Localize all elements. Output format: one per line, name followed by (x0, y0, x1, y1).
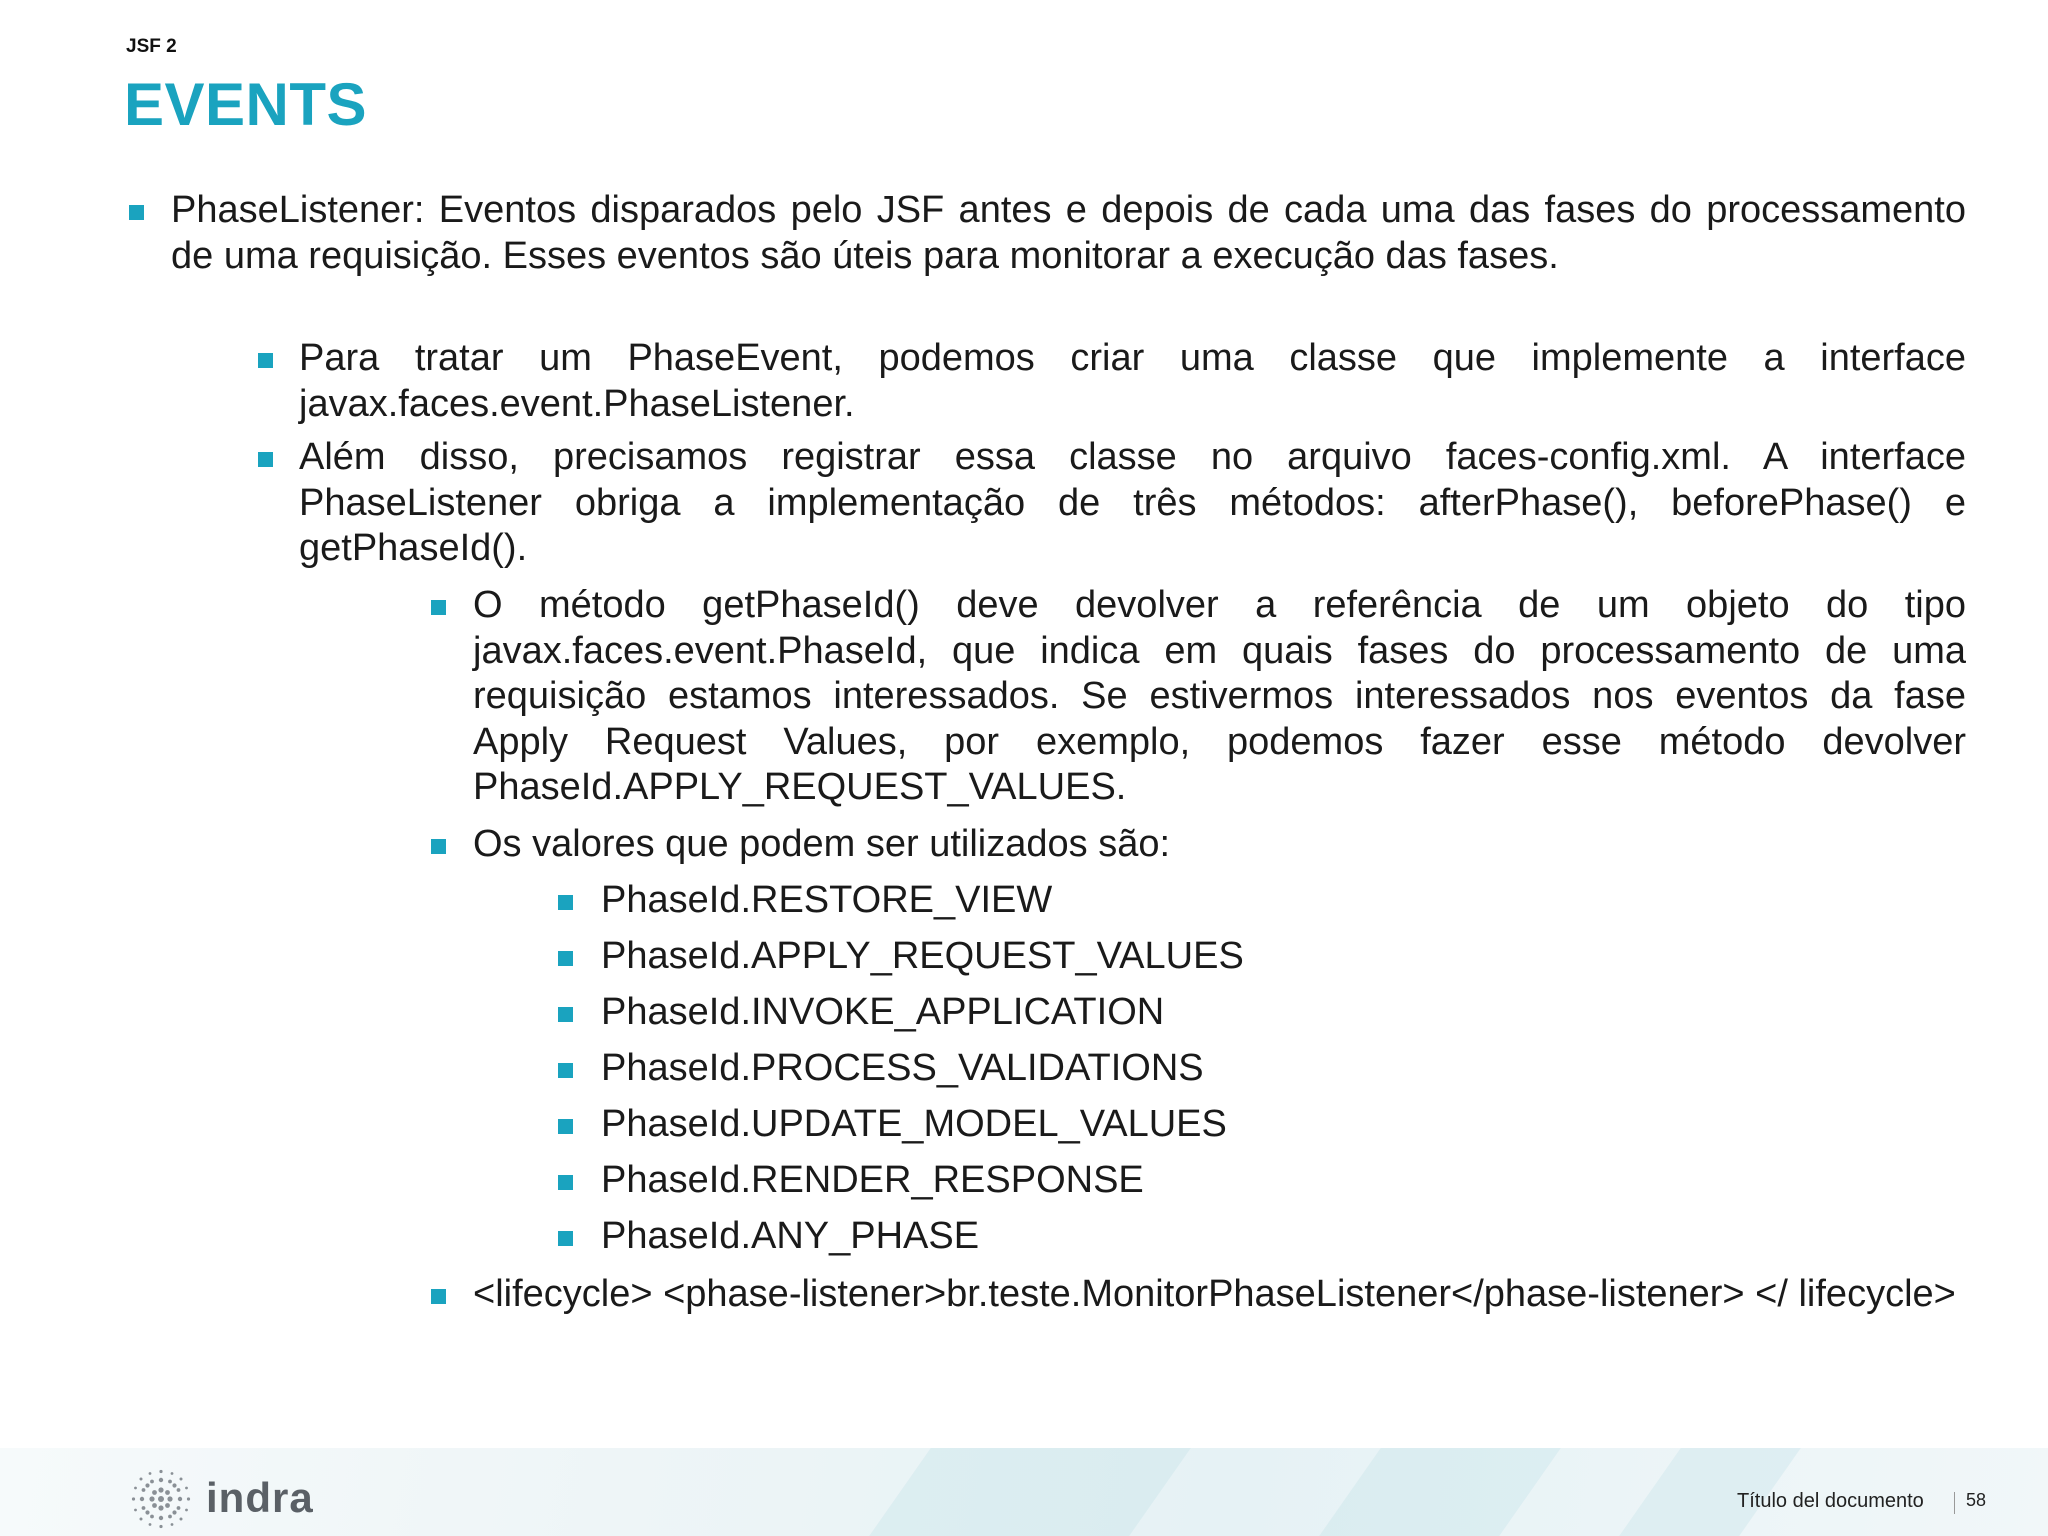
list-item-text: Além disso, precisamos registrar essa classe no arquivo faces-config.xml. A interface PhaseListener obriga a implementação de três métodos: afterPhase(), beforePhase() e getPhaseId(). (299, 436, 1966, 569)
list-item (601, 934, 1966, 980)
square-bullet-icon (558, 1063, 573, 1078)
list-item (601, 1158, 1966, 1204)
list-item-text: PhaseId.APPLY_REQUEST_VALUES (601, 935, 1244, 977)
square-bullet-icon (558, 951, 573, 966)
square-bullet-icon (258, 452, 273, 467)
list-item-text: PhaseId.RESTORE_VIEW (601, 879, 1053, 921)
list-item (299, 435, 1966, 572)
list-item-text: O método getPhaseId() deve devolver a referência de um objeto do tipo javax.faces.event.PhaseId, que indica em quais fases do processamento de uma requisição estamos interessados. Se estivermos interessados nos eventos da fase Apply Request Values, por exemplo, podemos fazer esse método devolver PhaseId.APPLY_REQUEST_VALUES. (473, 584, 1966, 808)
list-item-text: <lifecycle> <phase-listener>br.teste.MonitorPhaseListener</phase-listener> </ lifecycle> (473, 1273, 1956, 1315)
list-item (601, 990, 1966, 1036)
square-bullet-icon (558, 1119, 573, 1134)
list-item-text: PhaseId.PROCESS_VALIDATIONS (601, 1047, 1204, 1089)
footer-divider (1954, 1492, 1955, 1514)
square-bullet-icon (558, 895, 573, 910)
list-item (473, 583, 1966, 811)
list-item-text: PhaseId.ANY_PHASE (601, 1215, 980, 1257)
square-bullet-icon (558, 1175, 573, 1190)
page-number: 58 (1966, 1490, 1987, 1510)
list-item (473, 1272, 1966, 1318)
list-item (601, 1046, 1966, 1092)
list-item (299, 336, 1966, 427)
footer-decoration (1319, 1448, 1561, 1536)
square-bullet-icon (129, 205, 144, 220)
square-bullet-icon (431, 1289, 446, 1304)
list-item (601, 1214, 1966, 1260)
list-item-text: PhaseId.INVOKE_APPLICATION (601, 991, 1165, 1033)
list-item-text: PhaseListener: Eventos disparados pelo JSF antes e depois de cada uma das fases do processamento de uma requisição. Esses eventos são úteis para monitorar a execução das fases. (171, 189, 1966, 277)
square-bullet-icon (558, 1231, 573, 1246)
square-bullet-icon (431, 839, 446, 854)
list-item (171, 188, 1966, 279)
document-title: Título del documento (1737, 1490, 1924, 1512)
footer-decoration (869, 1448, 1191, 1536)
list-item-text: Os valores que podem ser utilizados são: (473, 823, 1171, 865)
list-item (473, 822, 1966, 868)
logo-text: indra (206, 1474, 314, 1521)
indra-logo-icon (130, 1468, 192, 1530)
square-bullet-icon (258, 353, 273, 368)
list-item-text: PhaseId.UPDATE_MODEL_VALUES (601, 1103, 1227, 1145)
square-bullet-icon (558, 1007, 573, 1022)
slide-title: EVENTS (124, 71, 368, 138)
list-item (601, 878, 1966, 924)
list-item-text: PhaseId.RENDER_RESPONSE (601, 1159, 1144, 1201)
section-label: JSF 2 (126, 36, 177, 57)
square-bullet-icon (431, 600, 446, 615)
list-item-text: Para tratar um PhaseEvent, podemos criar uma classe que implemente a interface javax.faces.event.PhaseListener. (299, 337, 1966, 425)
list-item (601, 1102, 1966, 1148)
